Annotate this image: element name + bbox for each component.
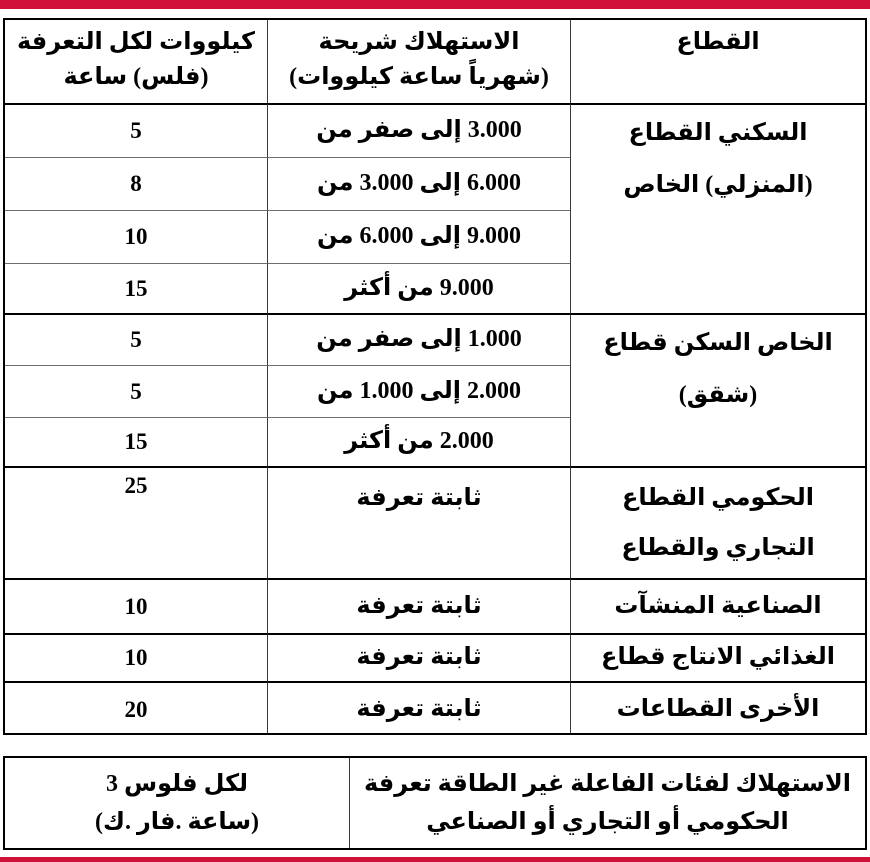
consumption-tier-cell: تعرفة ثابتة <box>267 466 570 578</box>
tariff-value-cell: 8 <box>5 157 267 210</box>
tariff-value-cell: 10 <box>5 633 267 681</box>
tariff-value-cell: 5 <box>5 313 267 365</box>
consumption-tier-cell: تعرفة ثابتة <box>267 633 570 681</box>
sector-cell: القطاعات الأخرى <box>570 681 865 735</box>
consumption-tier-cell: من 6.000 إلى 9.000 <box>267 210 570 263</box>
sector-cell: قطاع الانتاج الغذائي <box>570 633 865 681</box>
tariff-value-cell: 15 <box>5 417 267 466</box>
header-tariff: التعرفة لكل كيلووات ساعة (فلس) <box>16 29 256 90</box>
tariff-table <box>3 18 867 735</box>
footnote-value-cell: 3 فلوس لكل (ك. فار. ساعة) <box>94 771 260 835</box>
tariff-value-cell: 15 <box>5 263 267 313</box>
tariff-value-cell: 20 <box>5 681 267 735</box>
consumption-tier-cell: من 3.000 إلى 6.000 <box>267 157 570 210</box>
consumption-tier-cell: من 1.000 إلى 2.000 <box>267 365 570 417</box>
consumption-tier-cell: من صفر إلى 3.000 <box>267 103 570 157</box>
footnote-table <box>3 756 867 850</box>
consumption-tier-cell: من صفر إلى 1.000 <box>267 313 570 365</box>
tariff-value-cell: 10 <box>5 578 267 633</box>
sector-cell: المنشآت الصناعية <box>570 578 865 633</box>
sector-cell: قطاع السكن الخاص (شقق) <box>570 313 865 466</box>
sector-cell: القطاع الحكومي والقطاع التجاري <box>570 466 865 578</box>
tariff-value-cell: 25 <box>5 466 267 578</box>
tariff-value-cell: 10 <box>5 210 267 263</box>
tariff-value-cell: 5 <box>5 103 267 157</box>
header-consumption-tier: شريحة الاستهلاك (كيلووات ساعة شهرياً) <box>267 20 570 103</box>
sector-cell: القطاع السكني الخاص (المنزلي) <box>570 103 865 313</box>
consumption-tier-cell: تعرفة ثابتة <box>267 681 570 735</box>
consumption-tier-cell: أكثر من 2.000 <box>267 417 570 466</box>
header-sector: القطاع <box>570 20 865 103</box>
footnote-description-cell: تعرفة الطاقة غير الفاعلة لفئات الاستهلاك الصناعي أو التجاري أو الحكومي <box>349 758 865 848</box>
bottom-accent-bar <box>0 857 870 862</box>
tariff-value-cell: 5 <box>5 365 267 417</box>
top-accent-bar <box>0 0 870 9</box>
consumption-tier-cell: أكثر من 9.000 <box>267 263 570 313</box>
consumption-tier-cell: تعرفة ثابتة <box>267 578 570 633</box>
